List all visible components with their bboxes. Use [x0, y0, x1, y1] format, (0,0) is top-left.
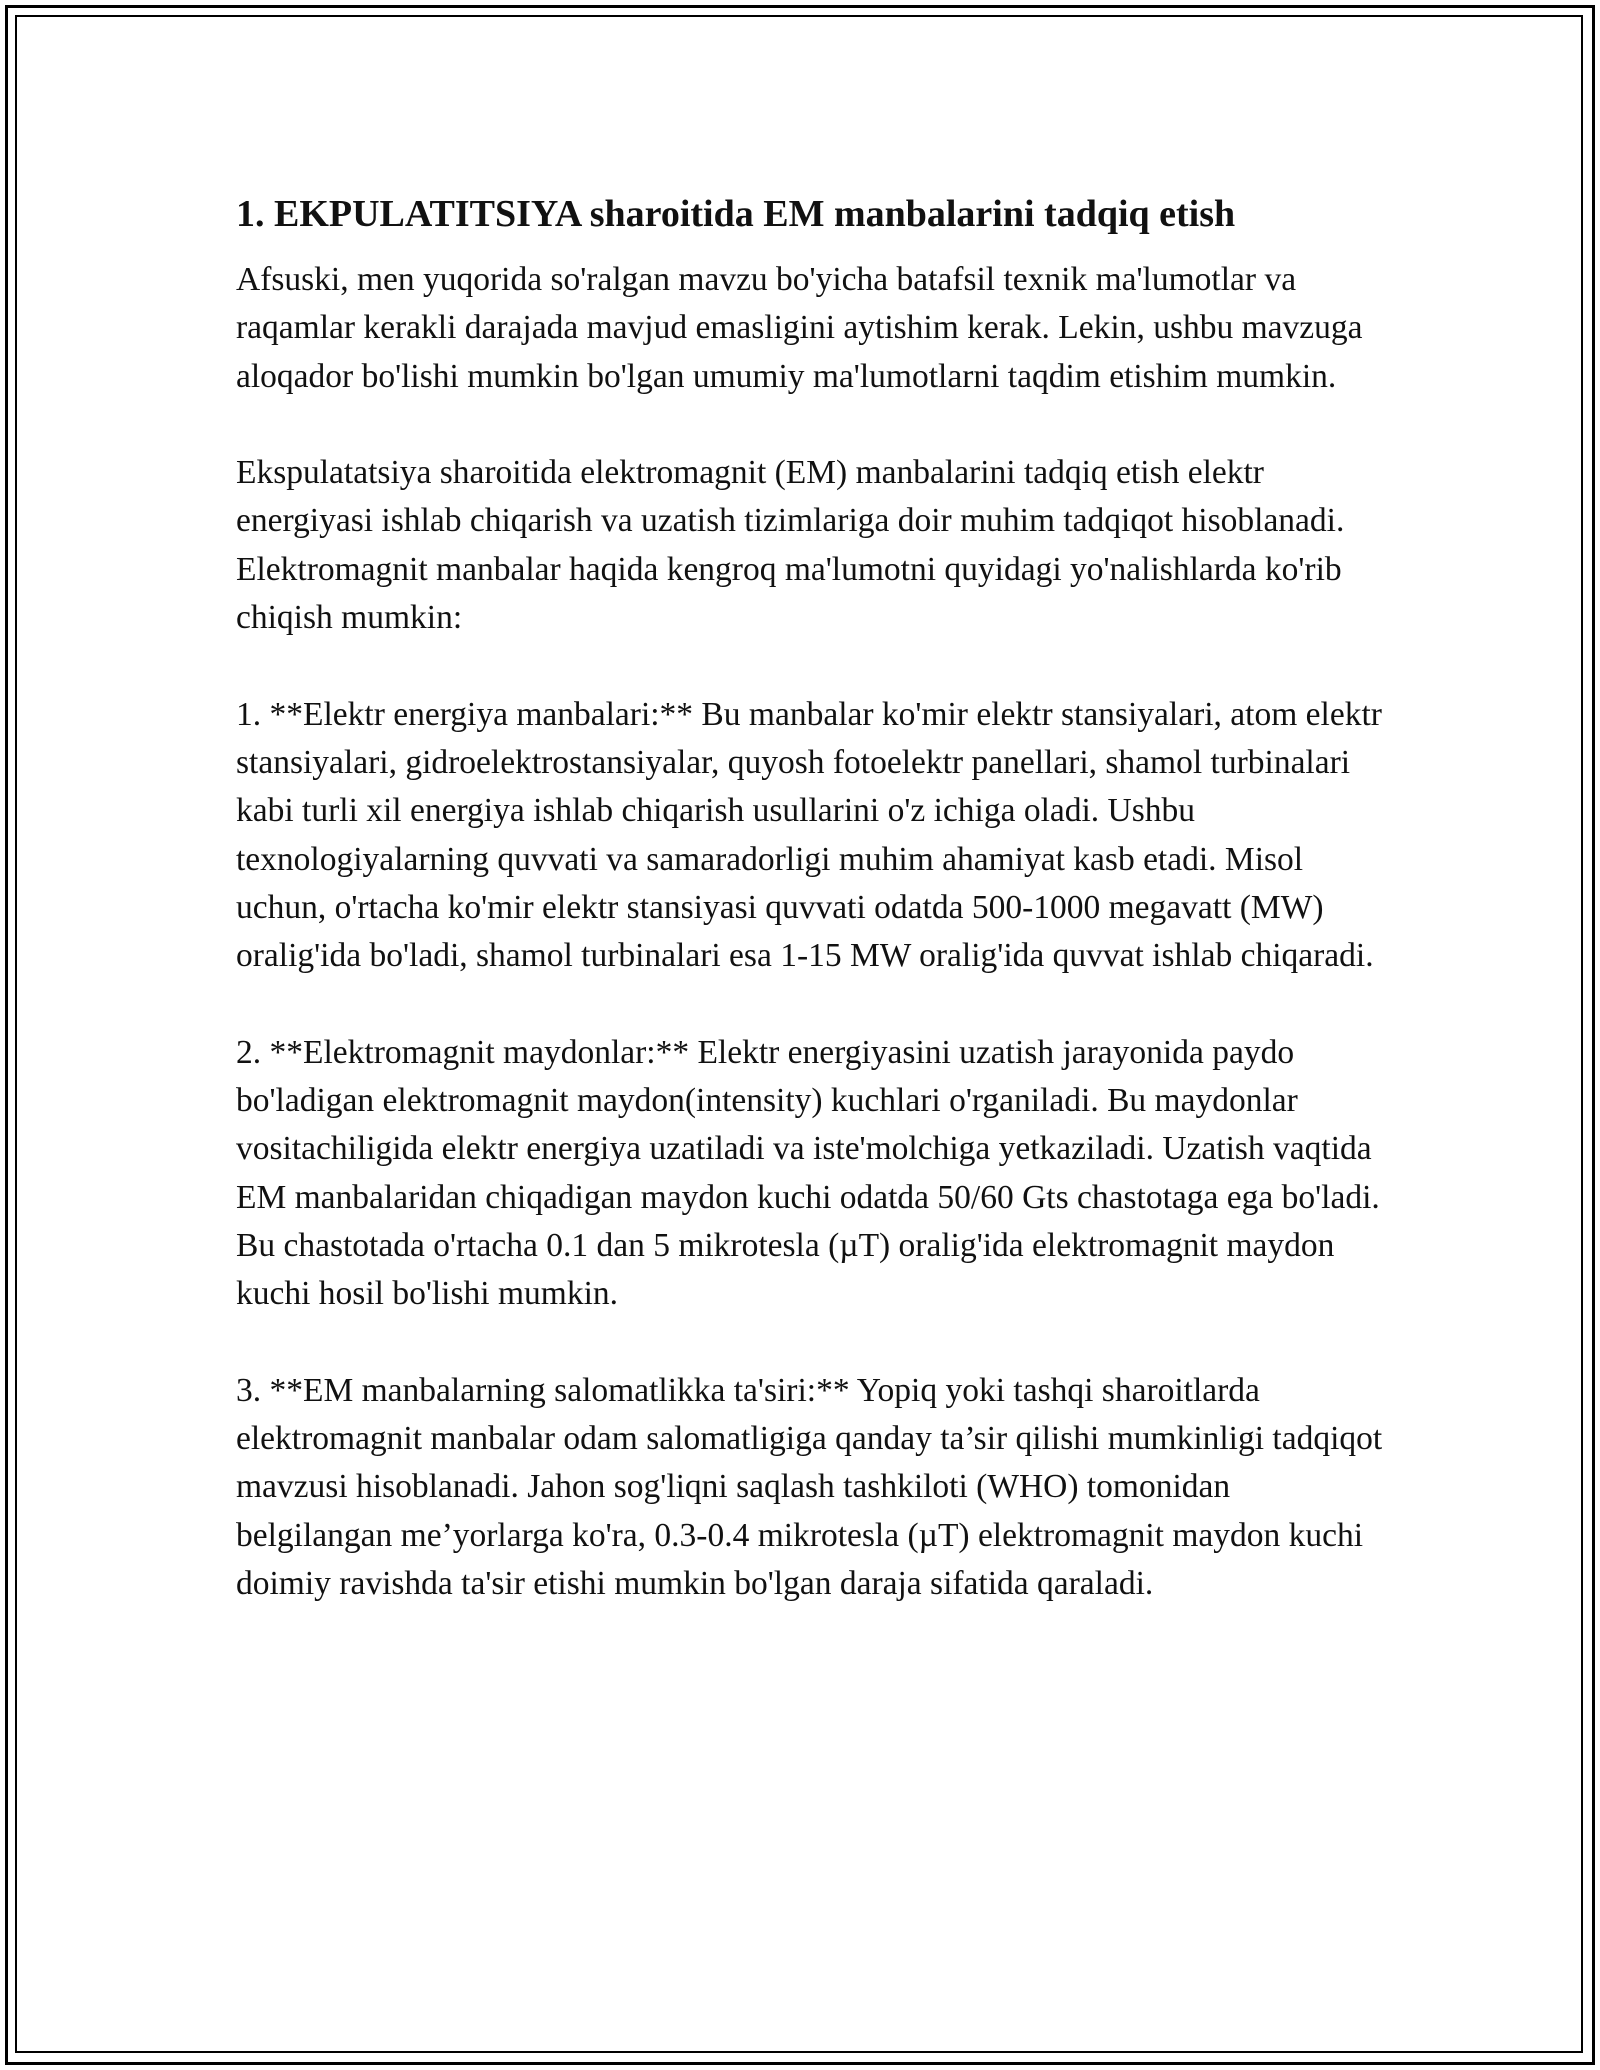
- paragraph-intro: Afsuski, men yuqorida so'ralgan mavzu bo'yicha batafsil texnik ma'lumotlar va raqamlar kerakli darajada mavjud emasligini aytishim kerak. Lekin, ushbu mavzuga aloqador bo'lishi mumkin bo'lgan umumiy ma'lumotlarni taqdim etishim mumkin.: [236, 261, 1363, 395]
- paragraph-health-effects: 3. **EM manbalarning salomatlikka ta'siri:** Yopiq yoki tashqi sharoitlarda elektromagnit manbalar odam salomatligiga qanday ta’sir qilishi mumkinligi tadqiqot mavzusi hisoblanadi. Jahon sog'liqni saqlash tashkiloti (WHO) tomonidan belgilangan me’yorlarga ko'ra, 0.3-0.4 mikrotesla (µT) elektromagnit maydon kuchi doimiy ravishda ta'sir etishi mumkin bo'lgan daraja sifatida qaraladi.: [236, 1371, 1383, 1603]
- document-body: [236, 186, 1386, 1608]
- paragraph-em-fields: 2. **Elektromagnit maydonlar:** Elektr energiyasini uzatish jarayonida paydo bo'ladigan elektromagnit maydon(intensity) kuchlari o'rganiladi. Bu maydonlar vositachiligida elektr energiya uzatiladi va iste'molchiga yetkaziladi. Uzatish vaqtida EM manbalaridan chiqadigan maydon kuchi odatda 50/60 Gts chastotaga ega bo'ladi. Bu chastotada o'rtacha 0.1 dan 5 mikrotesla (µT) oralig'ida elektromagnit maydon kuchi hosil bo'lishi mumkin.: [236, 1033, 1380, 1313]
- paragraph-overview: Ekspulatatsiya sharoitida elektromagnit (EM) manbalarini tadqiq etish elektr energiyasi ishlab chiqarish va uzatish tizimlariga doir muhim tadqiqot hisoblanadi. Elektromagnit manbalar haqida kengroq ma'lumotni quyidagi yo'nalishlarda ko'rib chiqish mumkin:: [236, 454, 1345, 637]
- paragraph-energy-sources: 1. **Elektr energiya manbalari:** Bu manbalar ko'mir elektr stansiyalari, atom elektr stansiyalari, gidroelektrostansiyalar, quyosh fotoelektr panellari, shamol turbinalari kabi turli xil energiya ishlab chiqarish usullarini o'z ichiga oladi. Ushbu texnologiyalarning quvvati va samaradorligi muhim ahamiyat kasb etadi. Misol uchun, o'rtacha ko'mir elektr stansiyasi quvvati odatda 500-1000 megavatt (MW) oralig'ida bo'ladi, shamol turbinalari esa 1-15 MW oralig'ida quvvat ishlab chiqaradi.: [236, 695, 1382, 975]
- document-title: 1. EKPULATITSIYA sharoitida EM manbalarini tadqiq etish: [236, 193, 1236, 235]
